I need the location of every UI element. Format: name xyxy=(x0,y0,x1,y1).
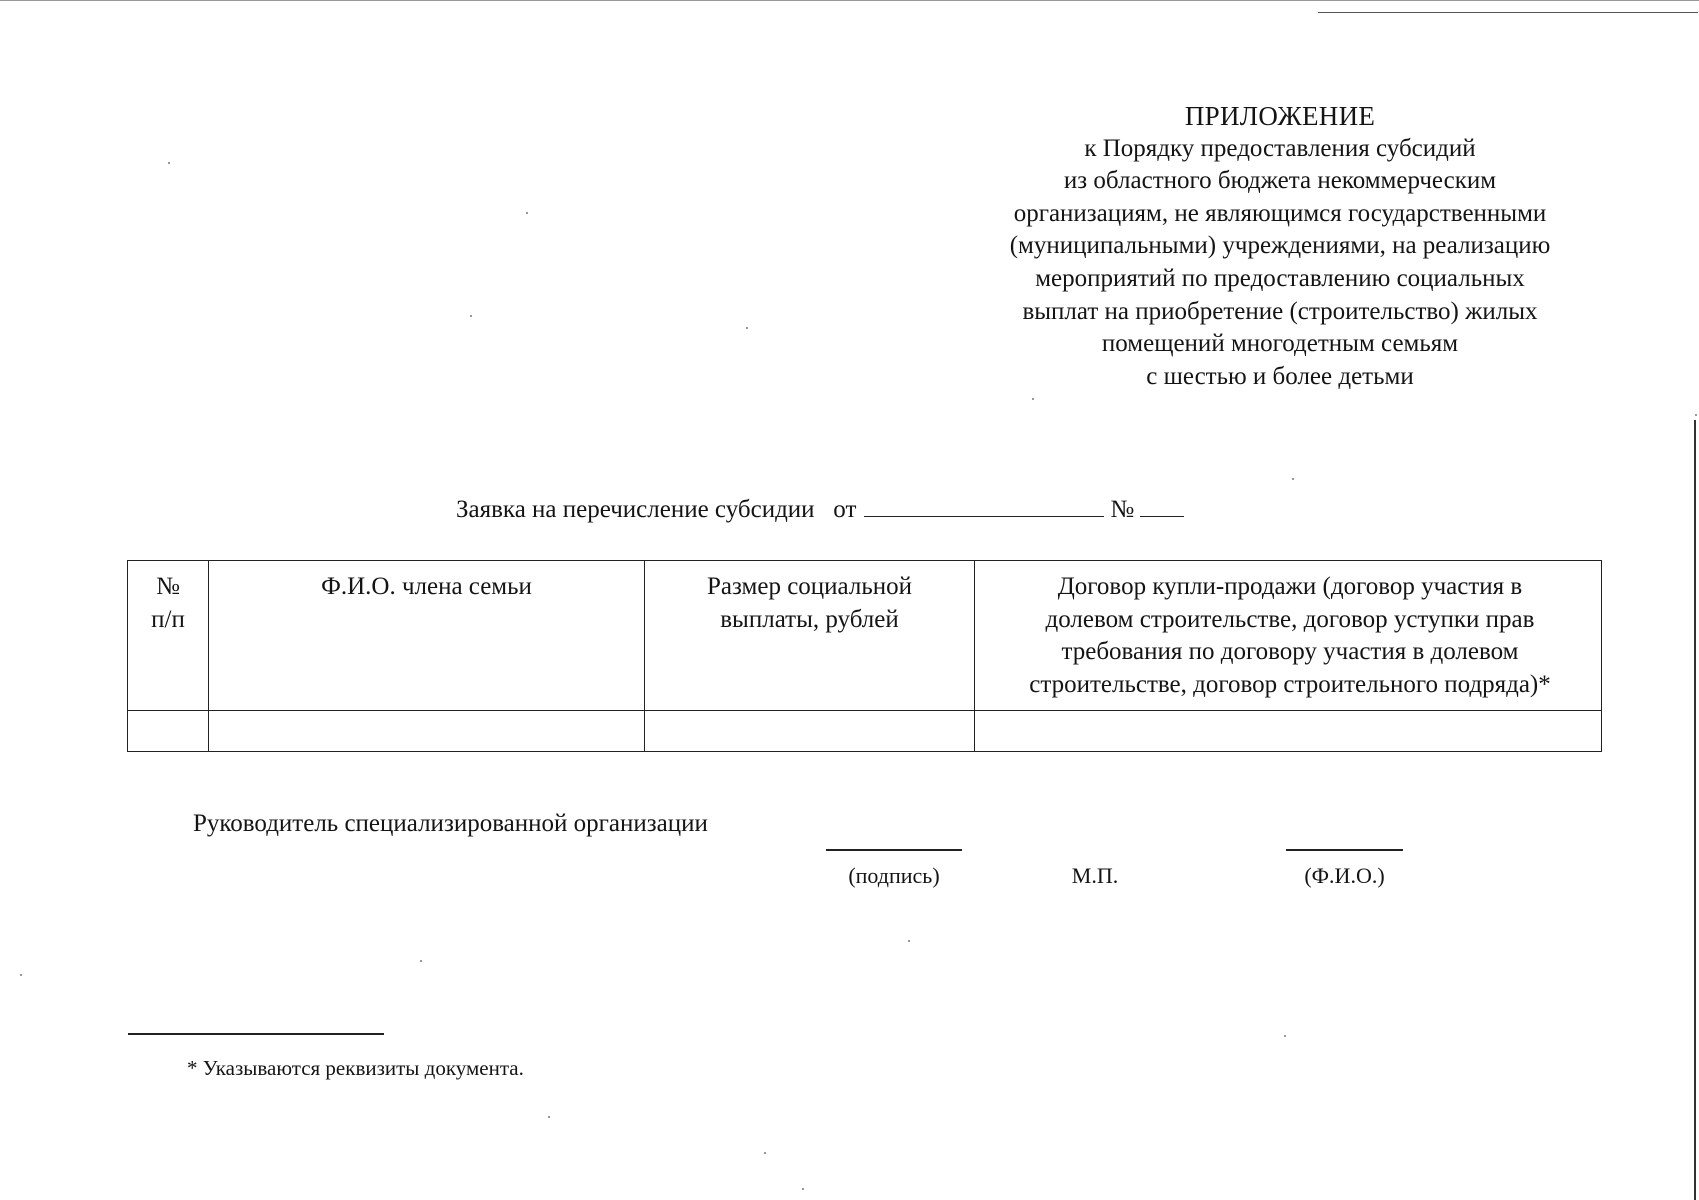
scan-speck xyxy=(908,940,910,942)
appendix-title: ПРИЛОЖЕНИЕ xyxy=(1184,101,1376,131)
appendix-line: помещений многодетным семьям xyxy=(1101,330,1459,358)
header-payment-line: выплаты, рублей xyxy=(720,605,899,633)
name-caption: (Ф.И.О.) xyxy=(1304,863,1385,888)
header-contract-line: Договор купли-продажи (договор участия в xyxy=(1057,573,1523,600)
table-row xyxy=(128,711,1602,752)
header-contract-line: требования по договору участия в долевом xyxy=(1061,638,1519,666)
scan-speck xyxy=(1292,478,1294,480)
header-contract-line: долевом строительстве, договор уступки прав xyxy=(1045,605,1535,633)
request-label: Заявка на перечисление субсидии xyxy=(456,496,815,523)
request-line xyxy=(456,492,1184,524)
scan-speck xyxy=(802,1188,804,1190)
manager-label: Руководитель специализированной организации xyxy=(193,810,708,837)
scan-speck xyxy=(1032,398,1034,400)
scan-speck xyxy=(548,1116,550,1118)
footnote-text: * Указываются реквизиты документа. xyxy=(187,1056,524,1080)
appendix-heading xyxy=(960,100,1600,393)
request-number-label: № xyxy=(1110,496,1135,523)
header-full-name xyxy=(209,561,645,711)
scan-speck xyxy=(526,212,528,214)
signature-line[interactable] xyxy=(826,849,962,851)
table-cell[interactable] xyxy=(128,711,209,752)
scan-speck xyxy=(168,162,170,164)
header-full-name-text: Ф.И.О. члена семьи xyxy=(321,573,532,600)
request-date-blank[interactable] xyxy=(864,492,1104,517)
signature-caption: (подпись) xyxy=(848,863,940,888)
appendix-line: к Порядку предоставления субсидий xyxy=(1084,134,1476,162)
scan-speck xyxy=(1695,414,1697,416)
stamp-caption: М.П. xyxy=(1071,863,1119,888)
table-cell[interactable] xyxy=(975,711,1602,752)
name-line[interactable] xyxy=(1286,849,1403,851)
scan-speck xyxy=(1284,1035,1286,1037)
header-number-line: п/п xyxy=(151,605,185,633)
appendix-line: с шестью и более детьми xyxy=(1146,362,1414,390)
table-header-row xyxy=(128,561,1602,711)
header-contract-line: строительстве, договор строительного подряда)* xyxy=(1029,670,1551,698)
scan-speck xyxy=(470,315,472,317)
scan-top-edge xyxy=(0,0,1699,1)
appendix-line: (муниципальными) учреждениями, на реализацию xyxy=(1009,232,1551,260)
scan-top-right-mark xyxy=(1318,12,1698,13)
header-payment-line: Размер социальной xyxy=(707,573,912,600)
request-from-label: от xyxy=(833,496,857,523)
request-number-blank[interactable] xyxy=(1140,492,1184,517)
header-number xyxy=(128,561,209,711)
footnote-rule xyxy=(128,1033,384,1035)
scan-speck xyxy=(764,1152,766,1154)
table-cell[interactable] xyxy=(209,711,645,752)
header-number-line: № xyxy=(156,573,180,600)
header-contract xyxy=(975,561,1602,711)
appendix-line: из областного бюджета некоммерческим xyxy=(1063,167,1497,195)
family-members-table xyxy=(127,560,1602,752)
scan-right-edge xyxy=(1694,420,1696,1200)
header-payment-amount xyxy=(645,561,975,711)
appendix-line: выплат на приобретение (строительство) жилых xyxy=(1022,297,1538,325)
appendix-line: мероприятий по предоставлению социальных xyxy=(1035,264,1525,292)
scan-speck xyxy=(746,327,748,329)
table-cell[interactable] xyxy=(645,711,975,752)
scan-speck xyxy=(20,974,22,976)
appendix-line: организациям, не являющимся государственными xyxy=(1013,199,1547,227)
scan-speck xyxy=(420,960,422,962)
